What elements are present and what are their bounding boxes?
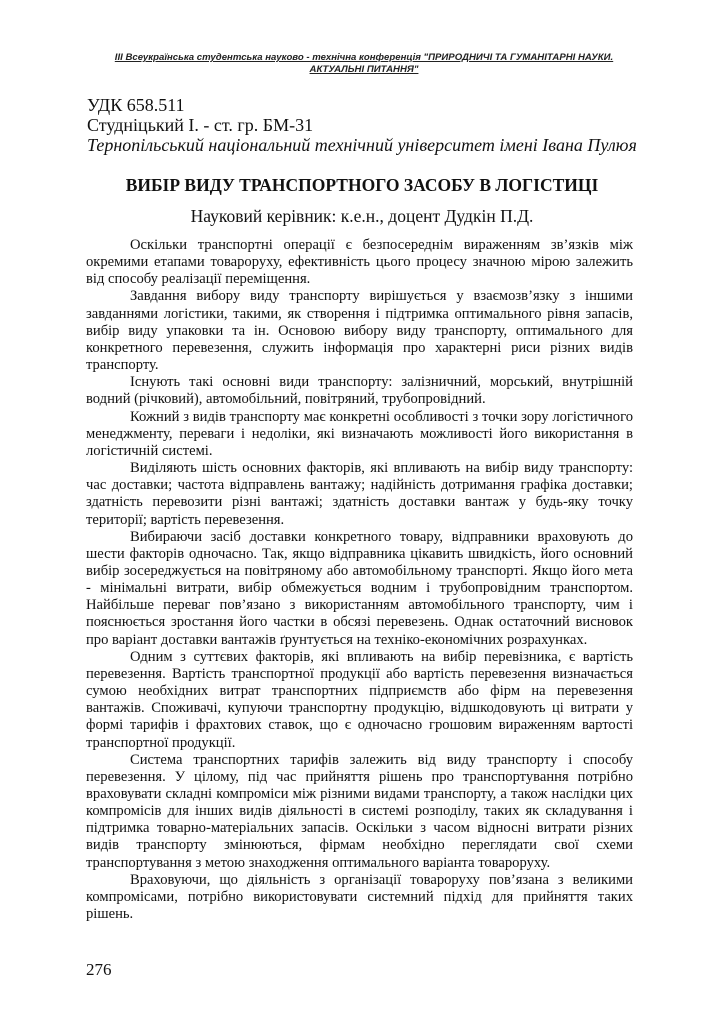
conference-header: III Всеукраїнська студентська науково - технічна конференція "ПРИРОДНИЧІ ТА ГУМАНІТАРНІ НАУКИ. АКТУАЛЬНІ ПИТАННЯ" <box>114 52 614 75</box>
paragraph: Враховуючи, що діяльність з організації товароруху пов’язана з великими компромісами, потрібно використовувати системний підхід для прийняття таких рішень. <box>86 871 633 923</box>
udk-code: УДК 658.511 <box>87 95 185 115</box>
paragraph: Вибираючи засіб доставки конкретного товару, відправники враховують до шести факторів одночасно. Так, якщо відправника цікавить швидкість, його основний вибір зосереджується на повітряному або автомобільному транспорті. Якщо його мета - мінімальні витрати, вибір обмежується водним і трубопровідним транспортом. Найбільше переваг пов’язано з використанням автомобільного транспорту, чим і пояснюється зростання його частки в обсязі перевезень. Однак остаточний висновок про варіант доставки вантажів ґрунтується на техніко-економічних розрахунках. <box>86 528 633 648</box>
author-line: Студніцький І. - ст. гр. БМ-31 <box>87 115 314 135</box>
paragraph: Виділяють шість основних факторів, які впливають на вибір виду транспорту: час доставки; частота відправлень вантажу; надійність дотримання графіка доставки; здатність перевозити різні вантажі; здатність доставки вантаж у будь-яку точку території; вартість перевезення. <box>86 460 633 528</box>
paragraph: Кожний з видів транспорту має конкретні особливості з точки зору логістичного менеджменту, переваги і недоліки, які визначають можливості його використання в логістичній системі. <box>86 408 633 459</box>
article-body <box>86 237 633 923</box>
supervisor-line: Науковий керівник: к.е.н., доцент Дудкін П.Д. <box>190 206 534 226</box>
paragraph: Система транспортних тарифів залежить від виду транспорту і способу перевезення. У цілому, під час прийняття рішень про транспортування потрібно враховувати складні компроміси між різними видами транспорту, а також наслідки цих компромісів для інших видів діяльності в системі розподілу, таких як складування і підтримка товарно-матеріальних запасів. Оскільки з часом відносні витрати різних видів транспорту змінюються, фірмам необхідно переглядати свої схеми транспортування з метою знаходження оптимального варіанта товароруху. <box>86 751 633 871</box>
article-meta <box>87 95 667 155</box>
paragraph: Існують такі основні види транспорту: залізничний, морський, внутрішній водний (річковий), автомобільний, повітряний, трубопровідний. <box>86 374 633 408</box>
paragraph: Завдання вибору виду транспорту вирішується у взаємозв’язку з іншими завданнями логістики, такими, як створення і підтримка оптимального рівня запасів, вибір виду упаковки та ін. Основою вибору виду транспорту, оптимального для конкретного перевезення, служить інформація про характерні риси різних видів транспорту. <box>86 288 633 374</box>
paragraph: Оскільки транспортні операції є безпосереднім вираженням зв’язків між окремими етапами товароруху, ефективність цього процесу значною мірою залежить від способу реалізації переміщення. <box>86 237 633 288</box>
article-title: ВИБІР ВИДУ ТРАНСПОРТНОГО ЗАСОБУ В ЛОГІСТИЦІ <box>125 175 599 195</box>
page-number: 276 <box>86 960 112 979</box>
paragraph: Одним з суттєвих факторів, які впливають на вибір перевізника, є вартість перевезення. Вартість транспортної продукції або вартість перевезення визначається сумою необхідних витрат транспортних підприємств або фірм на перевезення вантажів. Споживачі, купуючи транспортну продукцію, відшкодовують ці витрати у формі тарифів і фрахтових ставок, що є одночасно грошовим вираженням вартості транспортної продукції. <box>86 648 633 751</box>
affiliation-line: Тернопільський національний технічний університет імені Івана Пулюя <box>87 135 637 155</box>
